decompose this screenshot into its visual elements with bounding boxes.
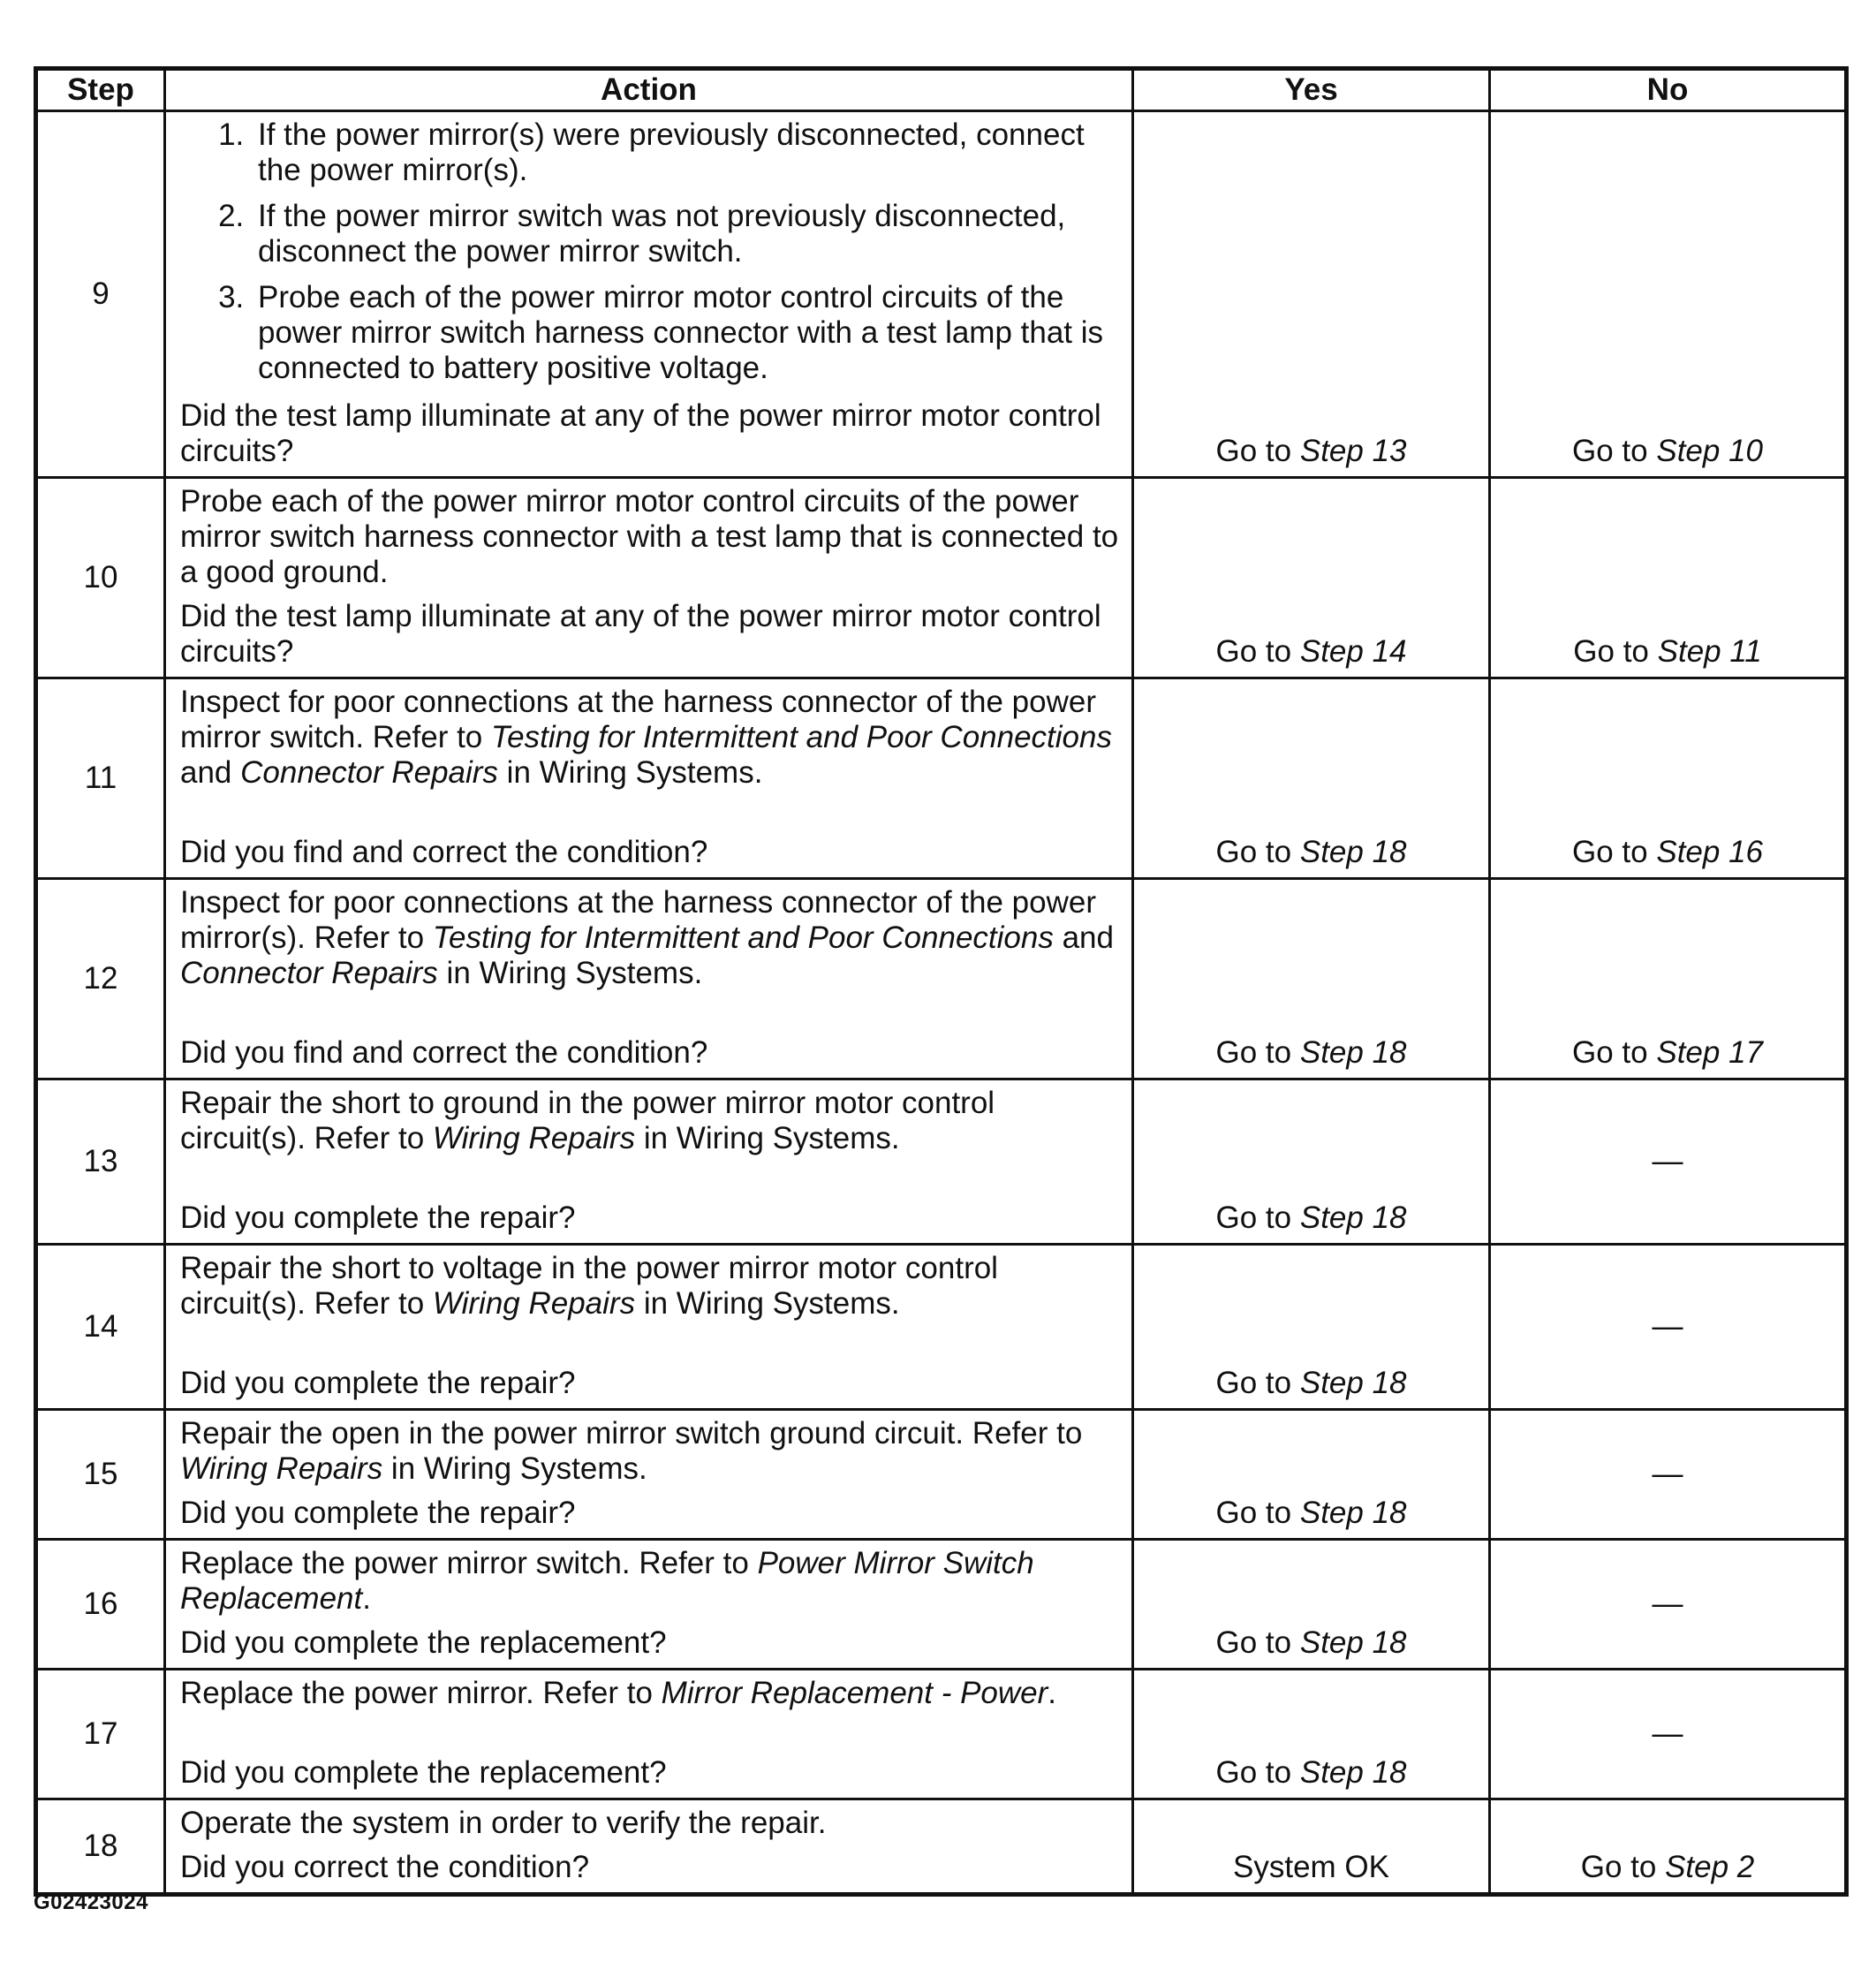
question: Did you find and correct the condition? [180, 1035, 708, 1070]
action-text-part: and [180, 755, 241, 790]
reference-link: Power Mirror Switch Replacement [180, 1546, 1034, 1616]
action-text-part: . [1048, 1676, 1057, 1710]
no-step-ref: Step 16 [1656, 835, 1763, 869]
action-text-part: in Wiring Systems. [635, 1286, 900, 1321]
action-cell [165, 1410, 1133, 1540]
substep: 3. Probe each of the power mirror motor control circuits of the power mirror switch harness connector with a test lamp that is connected to battery positive voltage. [253, 280, 1119, 386]
substep-list [180, 117, 1119, 386]
table-row [36, 1540, 1847, 1670]
reference-link: Connector Repairs [240, 755, 498, 790]
action-text-part: and [1053, 920, 1114, 955]
action-text [180, 1251, 1119, 1322]
go-to-label: Go to [1580, 1850, 1657, 1884]
yes-step-ref: Step 18 [1299, 1201, 1407, 1235]
yes-step-ref: Step 18 [1299, 835, 1407, 869]
step-number: 13 [36, 1079, 165, 1245]
action-text-part: Replace the power mirror. Refer to [180, 1676, 662, 1710]
header-row [36, 69, 1847, 111]
reference-link: Wiring Repairs [432, 1121, 636, 1155]
substep: 2. If the power mirror switch was not previously disconnected, disconnect the power mirror switch. [253, 199, 1119, 269]
table-row [36, 678, 1847, 879]
action-cell [165, 1540, 1133, 1670]
action-text-part: Replace the power mirror switch. Refer to [180, 1546, 758, 1580]
question: Did the test lamp illuminate at any of the power mirror motor control circuits? [180, 398, 1101, 468]
header-yes: Yes [1133, 69, 1490, 111]
go-to-label: Go to [1215, 1366, 1292, 1400]
go-to-label: Go to [1215, 1496, 1292, 1530]
action-text [180, 1546, 1119, 1617]
action-cell [165, 478, 1133, 678]
table-row [36, 879, 1847, 1079]
yes-step-ref: Step 13 [1299, 434, 1407, 468]
diagnostic-table [34, 66, 1849, 1897]
go-to-label: Go to [1215, 434, 1292, 468]
go-to-label: Go to [1572, 835, 1648, 869]
step-number: 17 [36, 1670, 165, 1799]
yes-cell [1133, 1670, 1490, 1799]
yes-cell [1133, 678, 1490, 879]
no-step-ref: Step 10 [1656, 434, 1763, 468]
action-text [180, 885, 1119, 991]
action-text-part: . [362, 1581, 371, 1616]
no-cell: — [1490, 1670, 1847, 1799]
table-row [36, 1799, 1847, 1895]
yes-cell [1133, 1410, 1490, 1540]
question: Did the test lamp illuminate at any of the power mirror motor control circuits? [180, 599, 1101, 669]
question: Did you complete the repair? [180, 1201, 576, 1235]
yes-cell [1133, 111, 1490, 478]
go-to-label: Go to [1215, 835, 1292, 869]
action-text-part: Inspect for poor connections at the harness connector of the power mirror(s). Refer to [180, 885, 1097, 955]
step-number: 16 [36, 1540, 165, 1670]
header-step: Step [36, 69, 165, 111]
action-cell [165, 678, 1133, 879]
table-row [36, 1245, 1847, 1410]
table-row [36, 1079, 1847, 1245]
no-cell: — [1490, 1410, 1847, 1540]
action-text-part: in Wiring Systems. [382, 1451, 647, 1486]
yes-cell: System OK [1133, 1799, 1490, 1895]
action-cell [165, 111, 1133, 478]
no-cell: — [1490, 1245, 1847, 1410]
no-cell: — [1490, 1079, 1847, 1245]
action-text-part: in Wiring Systems. [635, 1121, 900, 1155]
go-to-label: Go to [1215, 1035, 1292, 1070]
action-text-part: in Wiring Systems. [437, 956, 703, 990]
action-text [180, 1416, 1119, 1487]
no-cell: — [1490, 1540, 1847, 1670]
no-step-ref: Step 11 [1657, 634, 1762, 669]
yes-step-ref: Step 18 [1299, 1625, 1407, 1660]
action-text-part: Repair the short to voltage in the power mirror motor control circuit(s). Refer to [180, 1251, 998, 1321]
yes-cell [1133, 1079, 1490, 1245]
no-step-ref: Step 2 [1665, 1850, 1755, 1884]
figure-id: G02423024 [34, 1890, 148, 1914]
action-text-part: Inspect for poor connections at the harness connector of the power mirror switch. Refer to [180, 685, 1097, 754]
reference-link: Testing for Intermittent and Poor Connections [491, 720, 1112, 754]
question: Did you complete the replacement? [180, 1755, 667, 1790]
table-row [36, 1670, 1847, 1799]
action-text [180, 1086, 1119, 1156]
table-row [36, 478, 1847, 678]
question: Did you correct the condition? [180, 1850, 590, 1884]
step-number: 9 [36, 111, 165, 478]
go-to-label: Go to [1215, 1625, 1292, 1660]
header-action: Action [165, 69, 1133, 111]
reference-link: Mirror Replacement - Power [661, 1676, 1048, 1710]
yes-step-ref: Step 18 [1299, 1035, 1407, 1070]
action-cell [165, 1079, 1133, 1245]
reference-link: Wiring Repairs [180, 1451, 383, 1486]
reference-link: Connector Repairs [180, 956, 438, 990]
reference-link: Testing for Intermittent and Poor Connections [432, 920, 1054, 955]
yes-cell [1133, 1245, 1490, 1410]
step-number: 18 [36, 1799, 165, 1895]
yes-step-ref: Step 14 [1299, 634, 1407, 669]
action-cell [165, 1245, 1133, 1410]
action-text: Probe each of the power mirror motor control circuits of the power mirror switch harness connector with a test lamp that is connected to a good ground. [180, 484, 1119, 589]
action-cell [165, 1799, 1133, 1895]
question: Did you find and correct the condition? [180, 835, 708, 869]
question: Did you complete the repair? [180, 1496, 576, 1530]
header-no: No [1490, 69, 1847, 111]
yes-cell [1133, 478, 1490, 678]
no-cell [1490, 111, 1847, 478]
table-row [36, 1410, 1847, 1540]
action-cell [165, 1670, 1133, 1799]
action-text [180, 1676, 1119, 1711]
step-number: 10 [36, 478, 165, 678]
yes-step-ref: Step 18 [1299, 1755, 1407, 1790]
question: Did you complete the replacement? [180, 1625, 667, 1660]
yes-cell [1133, 1540, 1490, 1670]
no-cell [1490, 879, 1847, 1079]
action-text-part: Repair the short to ground in the power mirror motor control circuit(s). Refer to [180, 1086, 995, 1155]
action-text-part: Repair the open in the power mirror switch ground circuit. Refer to [180, 1416, 1083, 1451]
action-cell [165, 879, 1133, 1079]
go-to-label: Go to [1572, 1035, 1648, 1070]
go-to-label: Go to [1215, 1755, 1292, 1790]
step-number: 11 [36, 678, 165, 879]
reference-link: Wiring Repairs [432, 1286, 636, 1321]
go-to-label: Go to [1215, 1201, 1292, 1235]
no-cell [1490, 678, 1847, 879]
step-number: 12 [36, 879, 165, 1079]
action-text [180, 685, 1119, 791]
no-cell [1490, 1799, 1847, 1895]
step-number: 14 [36, 1245, 165, 1410]
go-to-label: Go to [1572, 434, 1648, 468]
no-step-ref: Step 17 [1656, 1035, 1763, 1070]
step-number: 15 [36, 1410, 165, 1540]
no-cell [1490, 478, 1847, 678]
go-to-label: Go to [1215, 634, 1292, 669]
action-text: Operate the system in order to verify the repair. [180, 1806, 827, 1840]
substep: 1. If the power mirror(s) were previously disconnected, connect the power mirror(s). [253, 117, 1119, 188]
go-to-label: Go to [1573, 634, 1649, 669]
yes-step-ref: Step 18 [1299, 1496, 1407, 1530]
action-text-part: in Wiring Systems. [497, 755, 763, 790]
question: Did you complete the repair? [180, 1366, 576, 1400]
yes-step-ref: Step 18 [1299, 1366, 1407, 1400]
table-row [36, 111, 1847, 478]
yes-cell [1133, 879, 1490, 1079]
